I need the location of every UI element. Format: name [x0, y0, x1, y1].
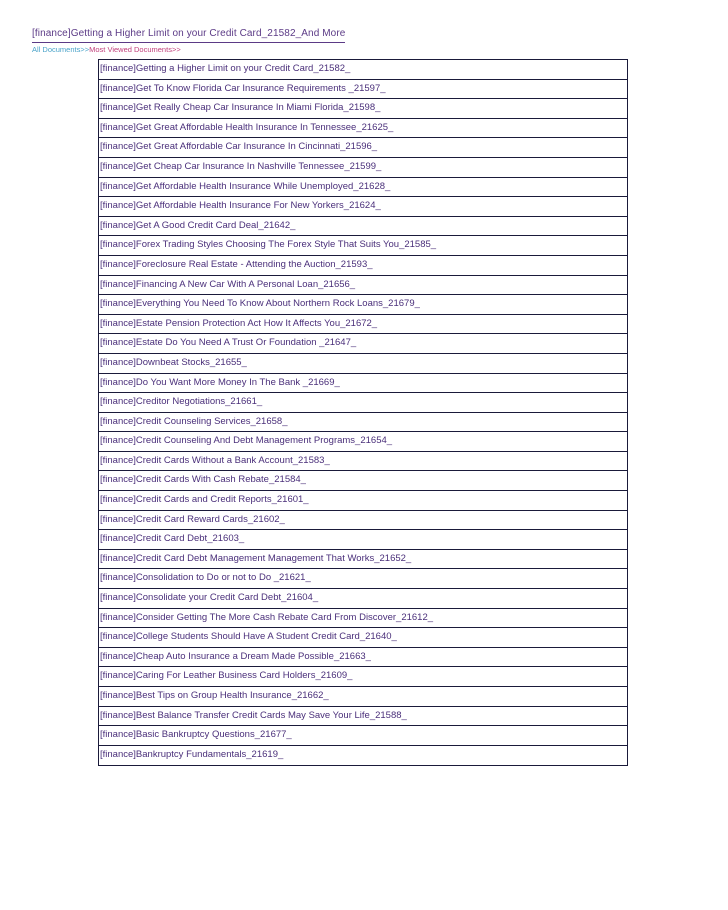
- document-link[interactable]: [finance]Credit Cards With Cash Rebate_21584_: [99, 471, 627, 491]
- document-link[interactable]: [finance]Credit Cards Without a Bank Account_21583_: [99, 452, 627, 472]
- breadcrumb-most-viewed[interactable]: Most Viewed Documents>>: [89, 45, 181, 54]
- breadcrumb: [32, 45, 345, 55]
- page-title: [finance]Getting a Higher Limit on your Credit Card_21582_And More: [32, 27, 345, 43]
- document-link[interactable]: [finance]Foreclosure Real Estate - Attending the Auction_21593_: [99, 256, 627, 276]
- document-link[interactable]: [finance]Estate Do You Need A Trust Or Foundation _21647_: [99, 334, 627, 354]
- document-link[interactable]: [finance]Consider Getting The More Cash Rebate Card From Discover_21612_: [99, 609, 627, 629]
- document-link[interactable]: [finance]Get Cheap Car Insurance In Nashville Tennessee_21599_: [99, 158, 627, 178]
- document-link[interactable]: [finance]Getting a Higher Limit on your Credit Card_21582_: [99, 60, 627, 80]
- document-link[interactable]: [finance]Get Affordable Health Insurance For New Yorkers_21624_: [99, 197, 627, 217]
- page-header: [32, 23, 345, 55]
- document-link[interactable]: [finance]Best Balance Transfer Credit Cards May Save Your Life_21588_: [99, 707, 627, 727]
- document-link[interactable]: [finance]Creditor Negotiations_21661_: [99, 393, 627, 413]
- document-link[interactable]: [finance]Get Great Affordable Health Insurance In Tennessee_21625_: [99, 119, 627, 139]
- document-link[interactable]: [finance]Best Tips on Group Health Insurance_21662_: [99, 687, 627, 707]
- document-link[interactable]: [finance]Cheap Auto Insurance a Dream Made Possible_21663_: [99, 648, 627, 668]
- document-link[interactable]: [finance]Credit Counseling And Debt Management Programs_21654_: [99, 432, 627, 452]
- document-link[interactable]: [finance]Basic Bankruptcy Questions_21677_: [99, 726, 627, 746]
- document-link[interactable]: [finance]Bankruptcy Fundamentals_21619_: [100, 748, 284, 760]
- document-link[interactable]: [finance]Credit Card Reward Cards_21602_: [99, 511, 627, 531]
- document-link[interactable]: [finance]Credit Cards and Credit Reports_21601_: [99, 491, 627, 511]
- document-link[interactable]: [finance]Get To Know Florida Car Insurance Requirements _21597_: [99, 80, 627, 100]
- document-link[interactable]: [finance]Credit Counseling Services_21658_: [99, 413, 627, 433]
- breadcrumb-all-documents[interactable]: All Documents>>: [32, 45, 90, 54]
- document-link[interactable]: [finance]Downbeat Stocks_21655_: [99, 354, 627, 374]
- document-link[interactable]: [finance]College Students Should Have A Student Credit Card_21640_: [99, 628, 627, 648]
- document-link[interactable]: [finance]Forex Trading Styles Choosing The Forex Style That Suits You_21585_: [99, 236, 627, 256]
- document-link[interactable]: [finance]Consolidate your Credit Card Debt_21604_: [99, 589, 627, 609]
- document-link[interactable]: [finance]Do You Want More Money In The Bank _21669_: [99, 374, 627, 394]
- document-link[interactable]: [finance]Financing A New Car With A Personal Loan_21656_: [99, 276, 627, 296]
- document-link[interactable]: [finance]Everything You Need To Know About Northern Rock Loans_21679_: [99, 295, 627, 315]
- document-link[interactable]: [finance]Credit Card Debt_21603_: [99, 530, 627, 550]
- document-link[interactable]: [finance]Credit Card Debt Management Management That Works_21652_: [99, 550, 627, 570]
- document-list: [98, 59, 628, 766]
- document-link[interactable]: [finance]Caring For Leather Business Card Holders_21609_: [99, 667, 627, 687]
- document-link[interactable]: [finance]Get A Good Credit Card Deal_21642_: [99, 217, 627, 237]
- document-link[interactable]: [finance]Consolidation to Do or not to Do _21621_: [99, 569, 627, 589]
- document-link[interactable]: [finance]Get Great Affordable Car Insurance In Cincinnati_21596_: [99, 138, 627, 158]
- document-link[interactable]: [finance]Estate Pension Protection Act How It Affects You_21672_: [99, 315, 627, 335]
- document-link[interactable]: [finance]Get Really Cheap Car Insurance In Miami Florida_21598_: [99, 99, 627, 119]
- document-link[interactable]: [finance]Get Affordable Health Insurance While Unemployed_21628_: [99, 178, 627, 198]
